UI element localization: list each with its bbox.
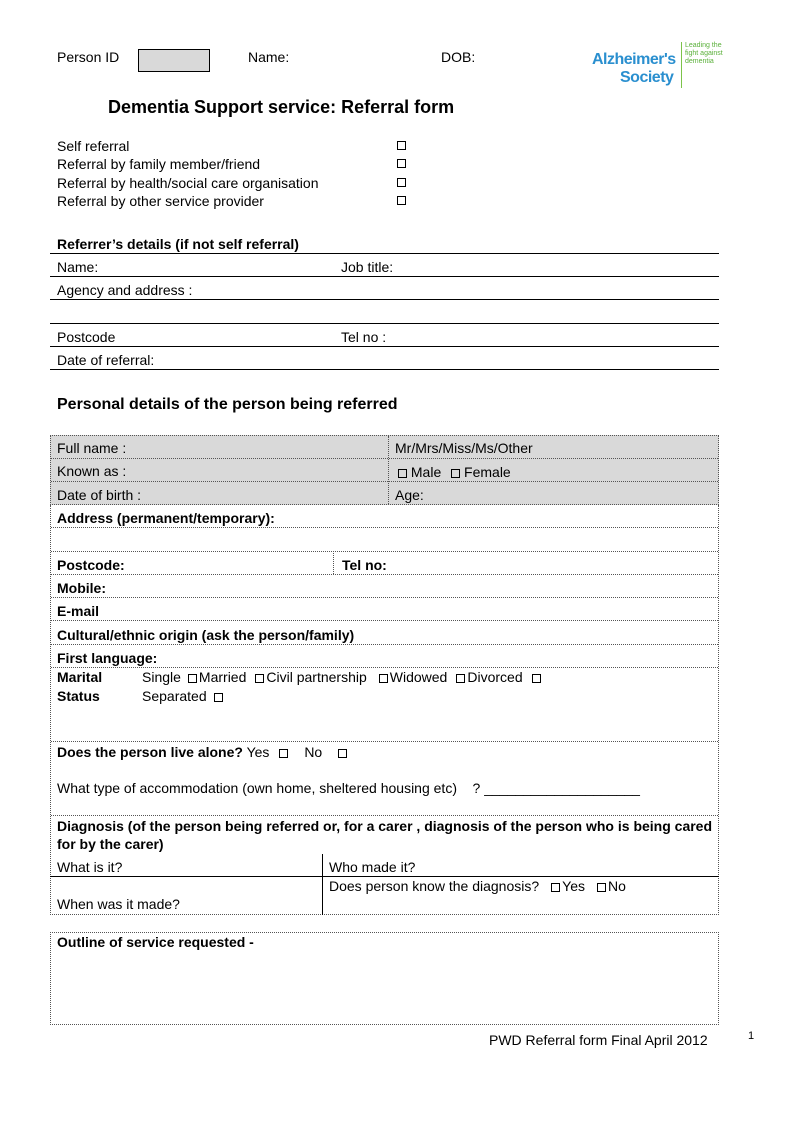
health-referral-checkbox[interactable]: [397, 178, 406, 187]
personal-grey-block: [50, 435, 719, 505]
widowed-checkbox[interactable]: [456, 674, 465, 683]
referral-type-other: Referral by other service provider: [57, 193, 264, 209]
male-label: Male: [410, 464, 442, 480]
dob-label: DOB:: [441, 49, 476, 65]
civil-partnership-checkbox[interactable]: [379, 674, 388, 683]
cultural-origin-label: Cultural/ethnic origin (ask the person/family): [57, 627, 355, 643]
family-referral-checkbox[interactable]: [397, 159, 406, 168]
referral-type-health: Referral by health/social care organisation: [57, 175, 319, 191]
full-name-label: Full name :: [57, 440, 127, 456]
age-label: Age:: [395, 487, 424, 503]
separated-checkbox[interactable]: [214, 693, 223, 702]
tel-label: Tel no:: [342, 557, 387, 573]
email-label: E-mail: [57, 603, 100, 619]
footer-text: PWD Referral form Final April 2012: [489, 1032, 708, 1048]
address-label: Address (permanent/temporary):: [57, 510, 275, 526]
what-is-it-label: What is it?: [57, 859, 123, 875]
page-title: Dementia Support service: Referral form: [108, 97, 455, 117]
status-label: Status: [57, 688, 100, 704]
page-number: 1: [748, 1030, 755, 1042]
separated-option: Separated: [142, 688, 223, 704]
referral-date-label: Date of referral:: [57, 352, 155, 368]
live-alone-row: Does the person live alone? Yes No: [57, 744, 347, 760]
female-label: Female: [464, 464, 511, 480]
outline-label: Outline of service requested -: [57, 934, 254, 950]
personal-details-heading: Personal details of the person being referred: [57, 396, 398, 413]
marital-label: Marital: [57, 669, 103, 685]
mobile-label: Mobile:: [57, 580, 106, 596]
gender-options: [398, 464, 511, 480]
referral-type-self: Self referral: [57, 138, 130, 154]
referrer-agency-label: Agency and address :: [57, 282, 193, 298]
know-diagnosis-row: Does person know the diagnosis? Yes No: [329, 878, 626, 894]
female-checkbox[interactable]: [451, 469, 460, 478]
diagnosis-yes-checkbox[interactable]: [551, 883, 560, 892]
live-alone-yes-checkbox[interactable]: [279, 749, 288, 758]
person-id-label: Person ID: [57, 49, 120, 65]
referrer-postcode-label: Postcode: [57, 329, 116, 345]
live-alone-no-checkbox[interactable]: [338, 749, 347, 758]
person-id-field[interactable]: [138, 49, 210, 72]
name-label: Name:: [248, 49, 290, 65]
self-referral-checkbox[interactable]: [397, 141, 406, 150]
single-checkbox[interactable]: [188, 674, 197, 683]
known-as-label: Known as :: [57, 463, 127, 479]
referrer-tel-label: Tel no :: [341, 329, 387, 345]
accommodation-label: What type of accommodation (own home, sheltered housing etc) ? ____________________: [57, 780, 640, 796]
when-made-label: When was it made?: [57, 896, 180, 912]
referrer-heading: Referrer’s details (if not self referral): [57, 236, 299, 252]
diagnosis-heading: Diagnosis (of the person being referred or, for a carer , diagnosis of the person who is being cared for by the carer): [57, 818, 713, 852]
male-checkbox[interactable]: [398, 469, 407, 478]
postcode-label: Postcode:: [57, 557, 125, 573]
referral-type-family: Referral by family member/friend: [57, 156, 261, 172]
who-made-it-label: Who made it?: [329, 859, 416, 875]
referrer-job-title-label: Job title:: [341, 259, 394, 275]
diagnosis-no-checkbox[interactable]: [597, 883, 606, 892]
title-options-label: Mr/Mrs/Miss/Ms/Other: [395, 440, 533, 456]
referrer-name-label: Name:: [57, 259, 99, 275]
dob-field-label: Date of birth :: [57, 487, 142, 503]
married-checkbox[interactable]: [255, 674, 264, 683]
other-referral-checkbox[interactable]: [397, 196, 406, 205]
alzheimers-society-logo: Alzheimer's Society Leading the fight against dementia: [592, 42, 723, 86]
first-language-label: First language:: [57, 650, 158, 666]
marital-options: Single Married Civil partnership Widowed Divorced: [142, 669, 541, 685]
divorced-checkbox[interactable]: [532, 674, 541, 683]
